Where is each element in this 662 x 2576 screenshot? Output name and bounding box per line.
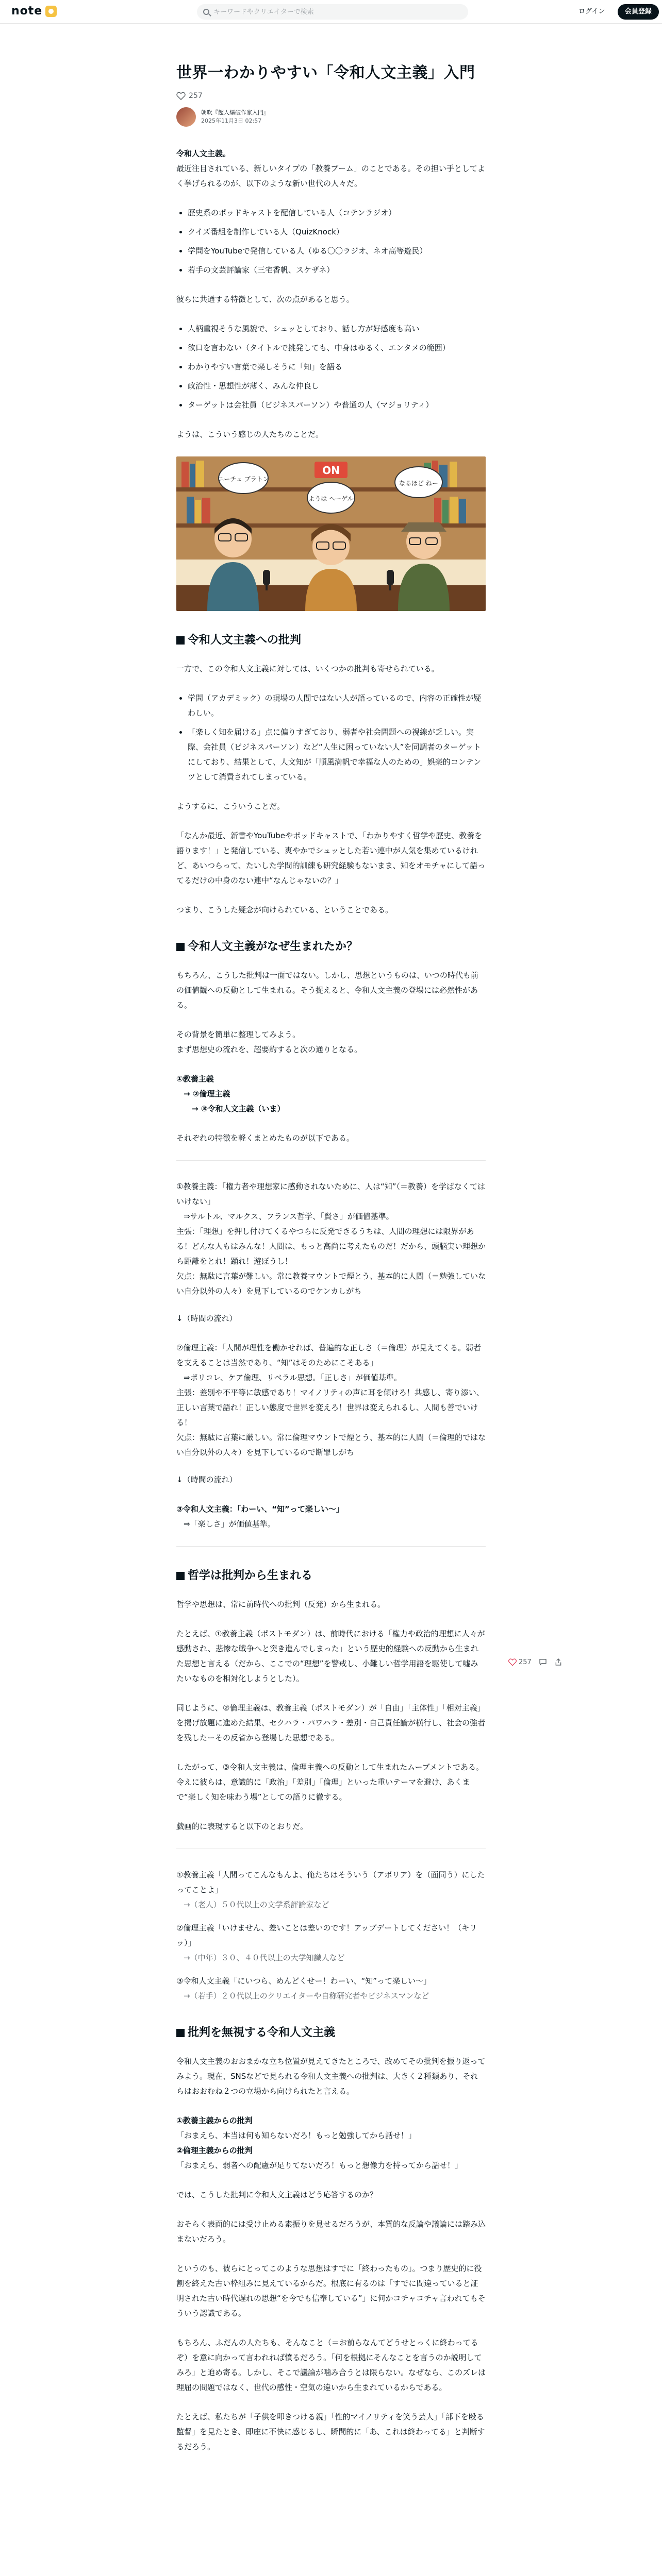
search-icon [203, 9, 209, 15]
flow-step: → ③令和人文主義（いま） [192, 1104, 285, 1113]
section-heading-ignore [176, 2024, 486, 2042]
login-button[interactable]: ログイン [572, 5, 611, 19]
list-item: ターゲットは会社員（ビジネスパーソン）や普通の人（マジョリティ） [176, 398, 486, 413]
section-heading-criticism [176, 632, 486, 649]
divider [176, 1546, 486, 1547]
list-item: 「楽しく知を届ける」点に偏りすぎており、弱者や社会問題への視線が乏しい。実際、会社員（ビジネスパーソン）など“人生に困っていない人”を同調者のターゲットにしており、結果として、人文知が「順風満帆で幸福な人のための」娯楽的コンテンツとして消費されてしまっている。 [176, 725, 486, 785]
dialog-line: ②倫理主義「いけません、差いことは差いのです！アップデートしてください！（キリッ）」 [176, 1923, 477, 1947]
thought-block-1 [176, 1179, 486, 1299]
paragraph: もちろん、こうした批判は一面ではない。しかし、思想というものは、いつの時代も前の価値観への反動として生まれる。そう捉えると、令和人文主義の登場には必然性がある。 [176, 971, 478, 1010]
intro-lead: 令和人文主義。 [176, 149, 231, 158]
bubble-3-text: なるほど ねー [399, 480, 438, 487]
paragraph: 同じように、②倫理主義は、教養主義（ポストモダン）が「自由」「主体性」「相対主義」を掲げ放題に進めた結果、セクハラ・パワハラ・差別・自己責任論が横行し、社会の強者を残したーその反省から登場した思想である。 [176, 1703, 486, 1742]
block-fault: 欠点：無駄に言葉が難しい。常に教養マウントで煙とう、基本的に人間（＝勉強していない自分以外の人々）を見下しているのでケンカしがち [176, 1272, 486, 1296]
heart-icon[interactable] [176, 92, 186, 100]
critique-block [176, 2113, 486, 2173]
list-item: 人柄重視そうな風貌で、シュッとしており、話し方が好感度も高い [176, 321, 486, 336]
features-list [176, 321, 486, 413]
block-sub: ⇒「楽しさ」が価値基準。 [184, 1519, 275, 1529]
image-intro: ようは、こういう感じの人たちのことだ。 [176, 430, 324, 439]
heading-text: 令和人文主義への批判 [188, 634, 302, 647]
likes-row [176, 92, 486, 100]
paragraph: もちろん、ふだんの人たちも、そんなこと（＝お前らなんてどうせとっくに終わってるぞ）を意に向かって言われれば憤るだろう。「何を根拠にそんなことを言うのか説明してみろ」と迫め寄る。しかし、そこで議論が噛み合うとは限らない。なぜなら、このズレは理屈の問題ではなく、世代の感性・空気の違いから生まれているからである。 [176, 2338, 486, 2392]
paragraph-line: その背景を簡単に整理してみよう。 [176, 1030, 301, 1039]
dialog-line: ①教養主義「人間ってこんなもんよ、俺たちはそういう（アボリア）を（面同う）にしたってことよ」 [176, 1870, 485, 1894]
avatar[interactable] [176, 107, 196, 127]
dialog-line: ③令和人文主義「にいつら、めんどくせー！わーい、“知”って楽しい〜」 [176, 1976, 431, 1986]
top-bar [0, 0, 662, 24]
list-item: わかりやすい言葉で楽しそうに「知」を語る [176, 360, 486, 375]
note-logo[interactable] [11, 5, 57, 18]
heading-text: 批判を無視する令和人文主義 [188, 2026, 336, 2039]
float-like[interactable] [508, 1658, 532, 1666]
bubble-1-text: ニーチェ プラトン [218, 476, 269, 483]
author-meta [201, 109, 269, 125]
list-item: 歴史系のポッドキャストを配信している人（コテンラジオ） [176, 206, 486, 221]
author-row [176, 107, 486, 127]
search-input[interactable] [213, 8, 451, 16]
share-icon[interactable] [554, 1658, 562, 1666]
flow-step: ①教養主義 [176, 1074, 214, 1083]
author-name[interactable]: 朝吹『超人爆破作家入門』 [201, 109, 269, 116]
paragraph: たとえば、①教養主義（ポストモダン）は、前時代における「権力や政治的理想に人々が感動され、悲惨な戦争へと突き進んでしまった」という歴史的経験への反動から生まれた思想と言える（だから、ここでの“理想”を警戒し、小難しい哲学用語を駆使して嘘みたいなものを相対化しようとした）。 [176, 1629, 485, 1683]
paragraph: それぞれの特徴を軽くまとめたものが以下である。 [176, 1133, 355, 1143]
block-merit: 主張：「理想」を押し付けてくるやつらに反発できるうちは、人間の理想には限界がある！どんな人もはみんな！人間は、もっと高尚に考えたものだ！だから、頭脳実い理想から距離をとれ！踊れ！遊ぼうし！ [176, 1227, 486, 1266]
critique-head: ②倫理主義からの批判 [176, 2146, 253, 2155]
comment-icon[interactable] [539, 1658, 547, 1666]
thought-block-3 [176, 1502, 486, 1532]
flow-step: → ②倫理主義 [184, 1089, 230, 1098]
features-intro: 彼らに共通する特徴として、次の点があると思う。 [176, 295, 354, 304]
article-illustration[interactable] [176, 456, 486, 611]
paragraph [176, 1027, 486, 1057]
signup-button[interactable]: 会員登録 [618, 4, 659, 20]
paragraph: というのも、彼らにとってこのような思想はすでに「終わったもの」。つまり歴史的に役割を終えた古い枠組みに見えているからだ。根底に有るのは「すでに間違っていると証明された古い時代遅れの思想“を今でも信奉している”」に何かコチャコチャ言われてもそういう認識である。 [176, 2264, 486, 2318]
dialog-note: →（若手）２０代以上のクリエイターや自称研究者やビジネスマンなど [184, 1991, 429, 2001]
block-sub: ⇒サルトル、マルクス、フランス哲学、「賢さ」が価値基準。 [184, 1212, 394, 1221]
section-heading-why [176, 938, 486, 956]
critique-text: 「おまえら、本当は何も知らないだろ！もっと勉強してから話せ！」 [176, 2131, 417, 2140]
heading-text: 哲学は批判から生まれる [188, 1569, 313, 1582]
section-heading-philosophy [176, 1567, 486, 1585]
flow-block [176, 1072, 486, 1116]
article [176, 62, 486, 2469]
paragraph: 一方で、この令和人文主義に対しては、いくつかの批判も寄せられている。 [176, 664, 439, 673]
logo-text: note [11, 5, 43, 18]
block-sub: ⇒ポリコレ、ケア倫理、リベラル思想。「正しさ」が価値基準。 [184, 1373, 402, 1382]
paragraph: では、こうした批判に令和人文主義はどう応答するのか？ [176, 2190, 378, 2199]
time-arrow: ↓（時間の流れ） [176, 1475, 237, 1484]
paragraph: 哲学や思想は、常に前時代への批判（反発）から生まれる。 [176, 1600, 386, 1609]
list-item: 欲口を言わない（タイトルで挑発しても、中身はゆるく、エンタメの範囲） [176, 341, 486, 355]
heading-square-icon [176, 1572, 185, 1580]
block-merit: 主張：差別や不平等に敏感であり！マイノリティの声に耳を傾けろ！共感し、寄り添い、正しい言葉で語れ！正しい態度で世界を変えろ！世界は変えられるし、人間も善でいける！ [176, 1388, 484, 1427]
intro-paragraph [176, 146, 486, 191]
heading-square-icon [176, 943, 185, 951]
paragraph-line: まず思想史の流れを、超要約すると次の通りとなる。 [176, 1045, 362, 1054]
criticism-list [176, 691, 486, 785]
block-fault: 欠点：無駄に言葉に厳しい。常に倫理マウントで煙とう、基本的に人間（＝倫理的ではない自分以外の人々）を見下しているので断罪しがち [176, 1433, 486, 1457]
thought-block-2 [176, 1341, 486, 1460]
block-head: ①教養主義：「権力者や理想家に感動されないために、人は“知”（＝教養）を学ばなくてはいけない」 [176, 1182, 485, 1206]
list-item: 学問をYouTubeで発信している人（ゆる〇〇ラジオ、ネオ高等遊民） [176, 244, 486, 259]
list-item: クイズ番組を制作している人（QuizKnock） [176, 225, 486, 240]
example-list [176, 206, 486, 278]
list-item: 学問（アカデミック）の現場の人間ではない人が語っているので、内容の正確性が疑わしい。 [176, 691, 486, 721]
heart-icon [508, 1658, 517, 1666]
bubble-2-text: ようは ヘーゲル [308, 495, 354, 502]
block-head: ③令和人文主義：「わーい、“知”って楽しい〜」 [176, 1504, 344, 1514]
article-title: 世界一わかりやすい「令和人文主義」入門 [176, 64, 475, 82]
like-count: 257 [189, 92, 203, 100]
logo-badge-icon [45, 6, 57, 17]
paragraph: 「なんか最近、新書やYouTubeやポッドキャストで、「わかりやすく哲学や歴史、教養を語ります！」と発信している、爽やかでシュッとした若い連中が人気を集めているけれど、あいつらって、たいした学問的訓練も研究経験もないまま、知をオモチャにして語ってるだけの中身のない連中“なんじゃないの？」 [176, 831, 486, 885]
block-head: ②倫理主義：「人間が理性を働かせれば、普遍的な正しさ（＝倫理）が見えてくる。弱者を支えることは当然であり、“知”はそのためにこそある」 [176, 1343, 481, 1367]
list-item: 若手の文芸評論家（三宅香帆、スケザネ） [176, 263, 486, 278]
intro-text: 最近注目されている、新しいタイプの「教養ブーム」のことである。その担い手としてよく挙げられるのが、以下のような新い世代の人々だ。 [176, 164, 485, 188]
divider [176, 1160, 486, 1161]
paragraph: 令和人文主義のおおまかな立ち位置が見えてきたところで、改めてその批判を振り返ってみよう。現在、SNSなどで見られる令和人文主義への批判は、大きく２種類あり、それらはおおむね２つの立場から向けられたと言える。 [176, 2057, 486, 2096]
on-sign-text: ON [322, 464, 340, 477]
floating-action-bar [508, 1658, 562, 1666]
time-arrow: ↓（時間の流れ） [176, 1314, 237, 1323]
paragraph: たとえば、私たちが「子供を叩きつける親」「性的マイノリティを笑う芸人」「部下を殴る監督」を見たとき、即座に不快に感じるし、瞬間的に「あ、これは終わってる」と判断するだろう。 [176, 2412, 485, 2451]
search-bar[interactable] [197, 4, 468, 20]
paragraph: したがって、③令和人文主義は、倫理主義への反動として生まれたムーブメントである。令えに彼らは、意識的に「政治」「差別」「倫理」といった重いテーマを避け、あくまで“楽しく知を味わう場”としての語りに徹する。 [176, 1762, 484, 1802]
critique-text: 「おまえら、弱者への配慮が足りてないだろ！もっと想像力を持ってから話せ！」 [176, 2161, 463, 2170]
paragraph: おそらく表面的には受け止める素振りを見せるだろうが、本質的な反論や議論には踏み込まないだろう。 [176, 2219, 486, 2244]
dialog-note: →（老人）５０代以上の文学系評論家など [184, 1900, 329, 1909]
paragraph: つまり、こうした疑念が向けられている、ということである。 [176, 905, 393, 914]
dialog-block [176, 1868, 486, 2004]
paragraph: 戯画的に表現すると以下のとおりだ。 [176, 1822, 308, 1831]
post-date: 2025年11月3日 02:57 [201, 117, 262, 124]
list-item: 政治性・思想性が薄く、みんな仲良し [176, 379, 486, 394]
heading-text: 令和人文主義がなぜ生まれたか？ [188, 940, 358, 953]
paragraph: ようするに、こういうことだ。 [176, 802, 285, 811]
heading-square-icon [176, 636, 185, 645]
critique-head: ①教養主義からの批判 [176, 2116, 253, 2125]
dialog-note: →（中年）３０、４０代以上の大学知識人など [184, 1953, 345, 1962]
heading-square-icon [176, 2029, 185, 2037]
float-like-count: 257 [519, 1658, 532, 1666]
